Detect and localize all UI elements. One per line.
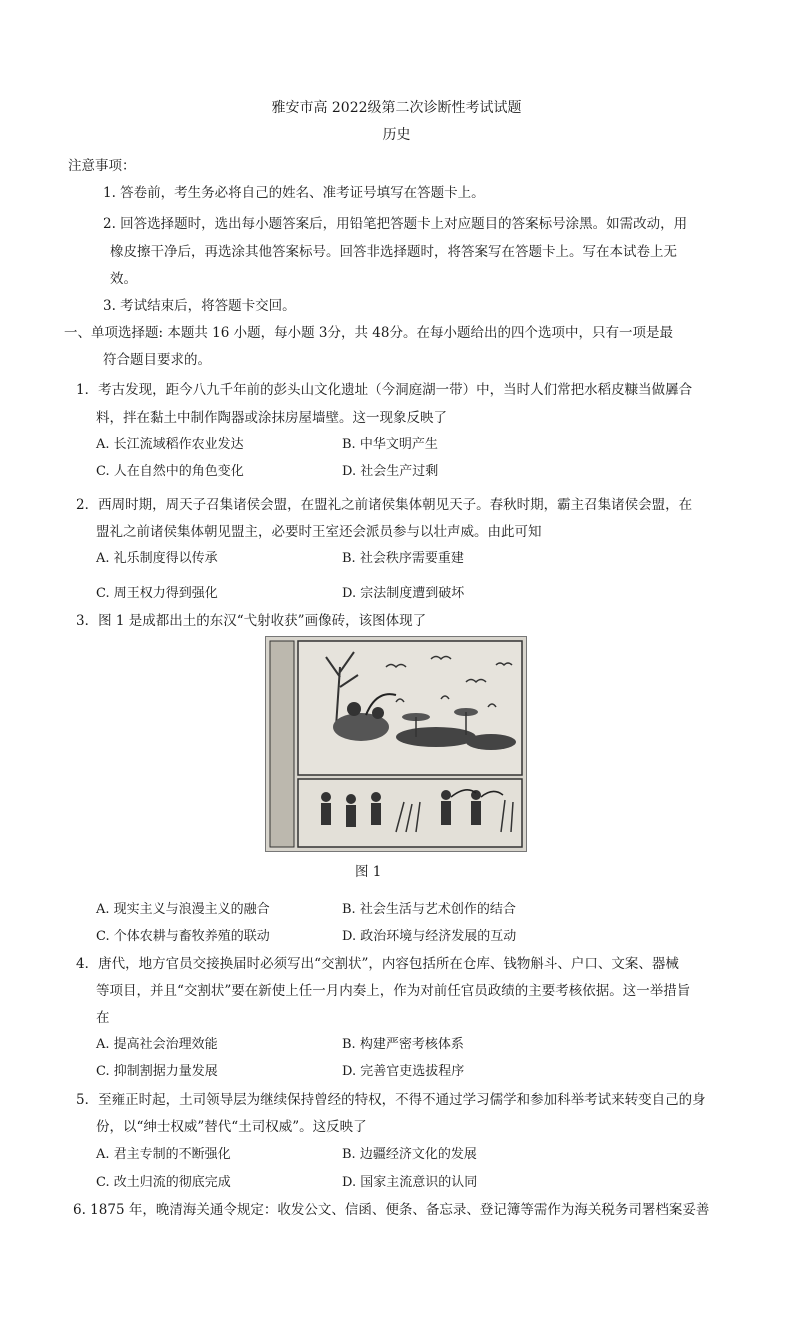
notice-item-2: 2. 回答选择题时，选出每小题答案后，用铅笔把答题卡上对应题目的答案标号涂黑。如需改动，用: [103, 216, 688, 232]
notice-heading: 注意事项：: [68, 158, 136, 174]
question-4-line-3: 在: [96, 1010, 110, 1026]
notice-item-2-cont: 橡皮擦干净后，再选涂其他答案标号。回答非选择题时，将答案写在答题卡上。写在本试卷上无: [110, 244, 677, 260]
question-4-option-c: C. 抑制割据力量发展: [96, 1064, 218, 1079]
question-4-line-2: 等项目，并且“交割状”要在新使上任一月内奏上，作为对前任官员政绩的主要考核依据。这一举措旨: [96, 983, 691, 999]
question-3-option-a: A. 现实主义与浪漫主义的融合: [96, 902, 270, 917]
question-5-line-1: 5．至雍正时起，土司领导层为继续保持曾经的特权，不得不通过学习儒学和参加科举考试来转变自己的身: [76, 1092, 706, 1108]
question-5-option-c: C. 改土归流的彻底完成: [96, 1175, 231, 1190]
question-3-line-1: 3．图 1 是成都出土的东汉“弋射收获”画像砖，该图体现了: [76, 613, 427, 629]
figure-caption: 图 1: [355, 864, 382, 880]
question-1-line-1: 1．考古发现，距今八九千年前的彭头山文化遗址（今洞庭湖一带）中，当时人们常把水稻皮糠当做羼合: [76, 382, 693, 398]
question-2-option-d: D. 宗法制度遭到破坏: [342, 586, 465, 601]
section-heading: 一、单项选择题: 本题共 16 小题，每小题 3分，共 48分。在每小题给出的四个选项中，只有一项是最: [64, 325, 673, 341]
exam-title: 雅安市高 2022级第二次诊断性考试试题: [271, 100, 522, 116]
question-1-option-c: C. 人在自然中的角色变化: [96, 464, 244, 479]
question-2-line-1: 2．西周时期，周天子召集诸侯会盟，在盟礼之前诸侯集体朝见天子。春秋时期，霸主召集诸侯会盟，在: [76, 497, 693, 513]
question-5-option-b: B. 边疆经济文化的发展: [342, 1147, 477, 1162]
question-4-option-a: A. 提高社会治理效能: [96, 1037, 218, 1052]
section-heading-cont: 符合题目要求的。: [103, 352, 211, 368]
question-2-line-2: 盟礼之前诸侯集体朝见盟主，必要时王室还会派员参与以壮声威。由此可知: [96, 524, 542, 540]
question-3-option-d: D. 政治环境与经济发展的互动: [342, 929, 517, 944]
question-1-option-d: D. 社会生产过剩: [342, 464, 439, 479]
question-2-option-c: C. 周王权力得到强化: [96, 586, 218, 601]
question-6-line-1: 6. 1875 年，晚清海关通令规定：收发公文、信函、便条、备忘录、登记簿等需作为海关税务司署档案妥善: [73, 1202, 710, 1218]
question-1-option-a: A. 长江流域稻作农业发达: [96, 437, 244, 452]
question-2-option-b: B. 社会秩序需要重建: [342, 551, 464, 566]
question-5-line-2: 份，以“绅士权威”替代“土司权威”。这反映了: [96, 1119, 367, 1135]
notice-item-1: 1. 答卷前，考生务必将自己的姓名、准考证号填写在答题卡上。: [103, 185, 485, 201]
question-2-option-a: A. 礼乐制度得以传承: [96, 551, 218, 566]
question-3-option-c: C. 个体农耕与畜牧养殖的联动: [96, 929, 270, 944]
question-4-option-b: B. 构建严密考核体系: [342, 1037, 464, 1052]
exam-subject: 历史: [382, 127, 411, 143]
question-1-option-b: B. 中华文明产生: [342, 437, 438, 452]
question-5-option-a: A. 君主专制的不断强化: [96, 1147, 231, 1162]
brick-relief-image: [265, 636, 527, 852]
question-4-option-d: D. 完善官吏选拔程序: [342, 1064, 465, 1079]
question-3-option-b: B. 社会生活与艺术创作的结合: [342, 902, 516, 917]
question-4-line-1: 4．唐代，地方官员交接换届时必须写出“交割状”，内容包括所在仓库、钱物斛斗、户口、文案、器械: [76, 956, 679, 972]
question-1-line-2: 料，拌在黏土中制作陶器或涂抹房屋墙壁。这一现象反映了: [96, 410, 447, 426]
notice-item-2-cont2: 效。: [110, 271, 137, 287]
notice-item-3: 3. 考试结束后，将答题卡交回。: [103, 298, 296, 314]
question-5-option-d: D. 国家主流意识的认同: [342, 1175, 478, 1190]
